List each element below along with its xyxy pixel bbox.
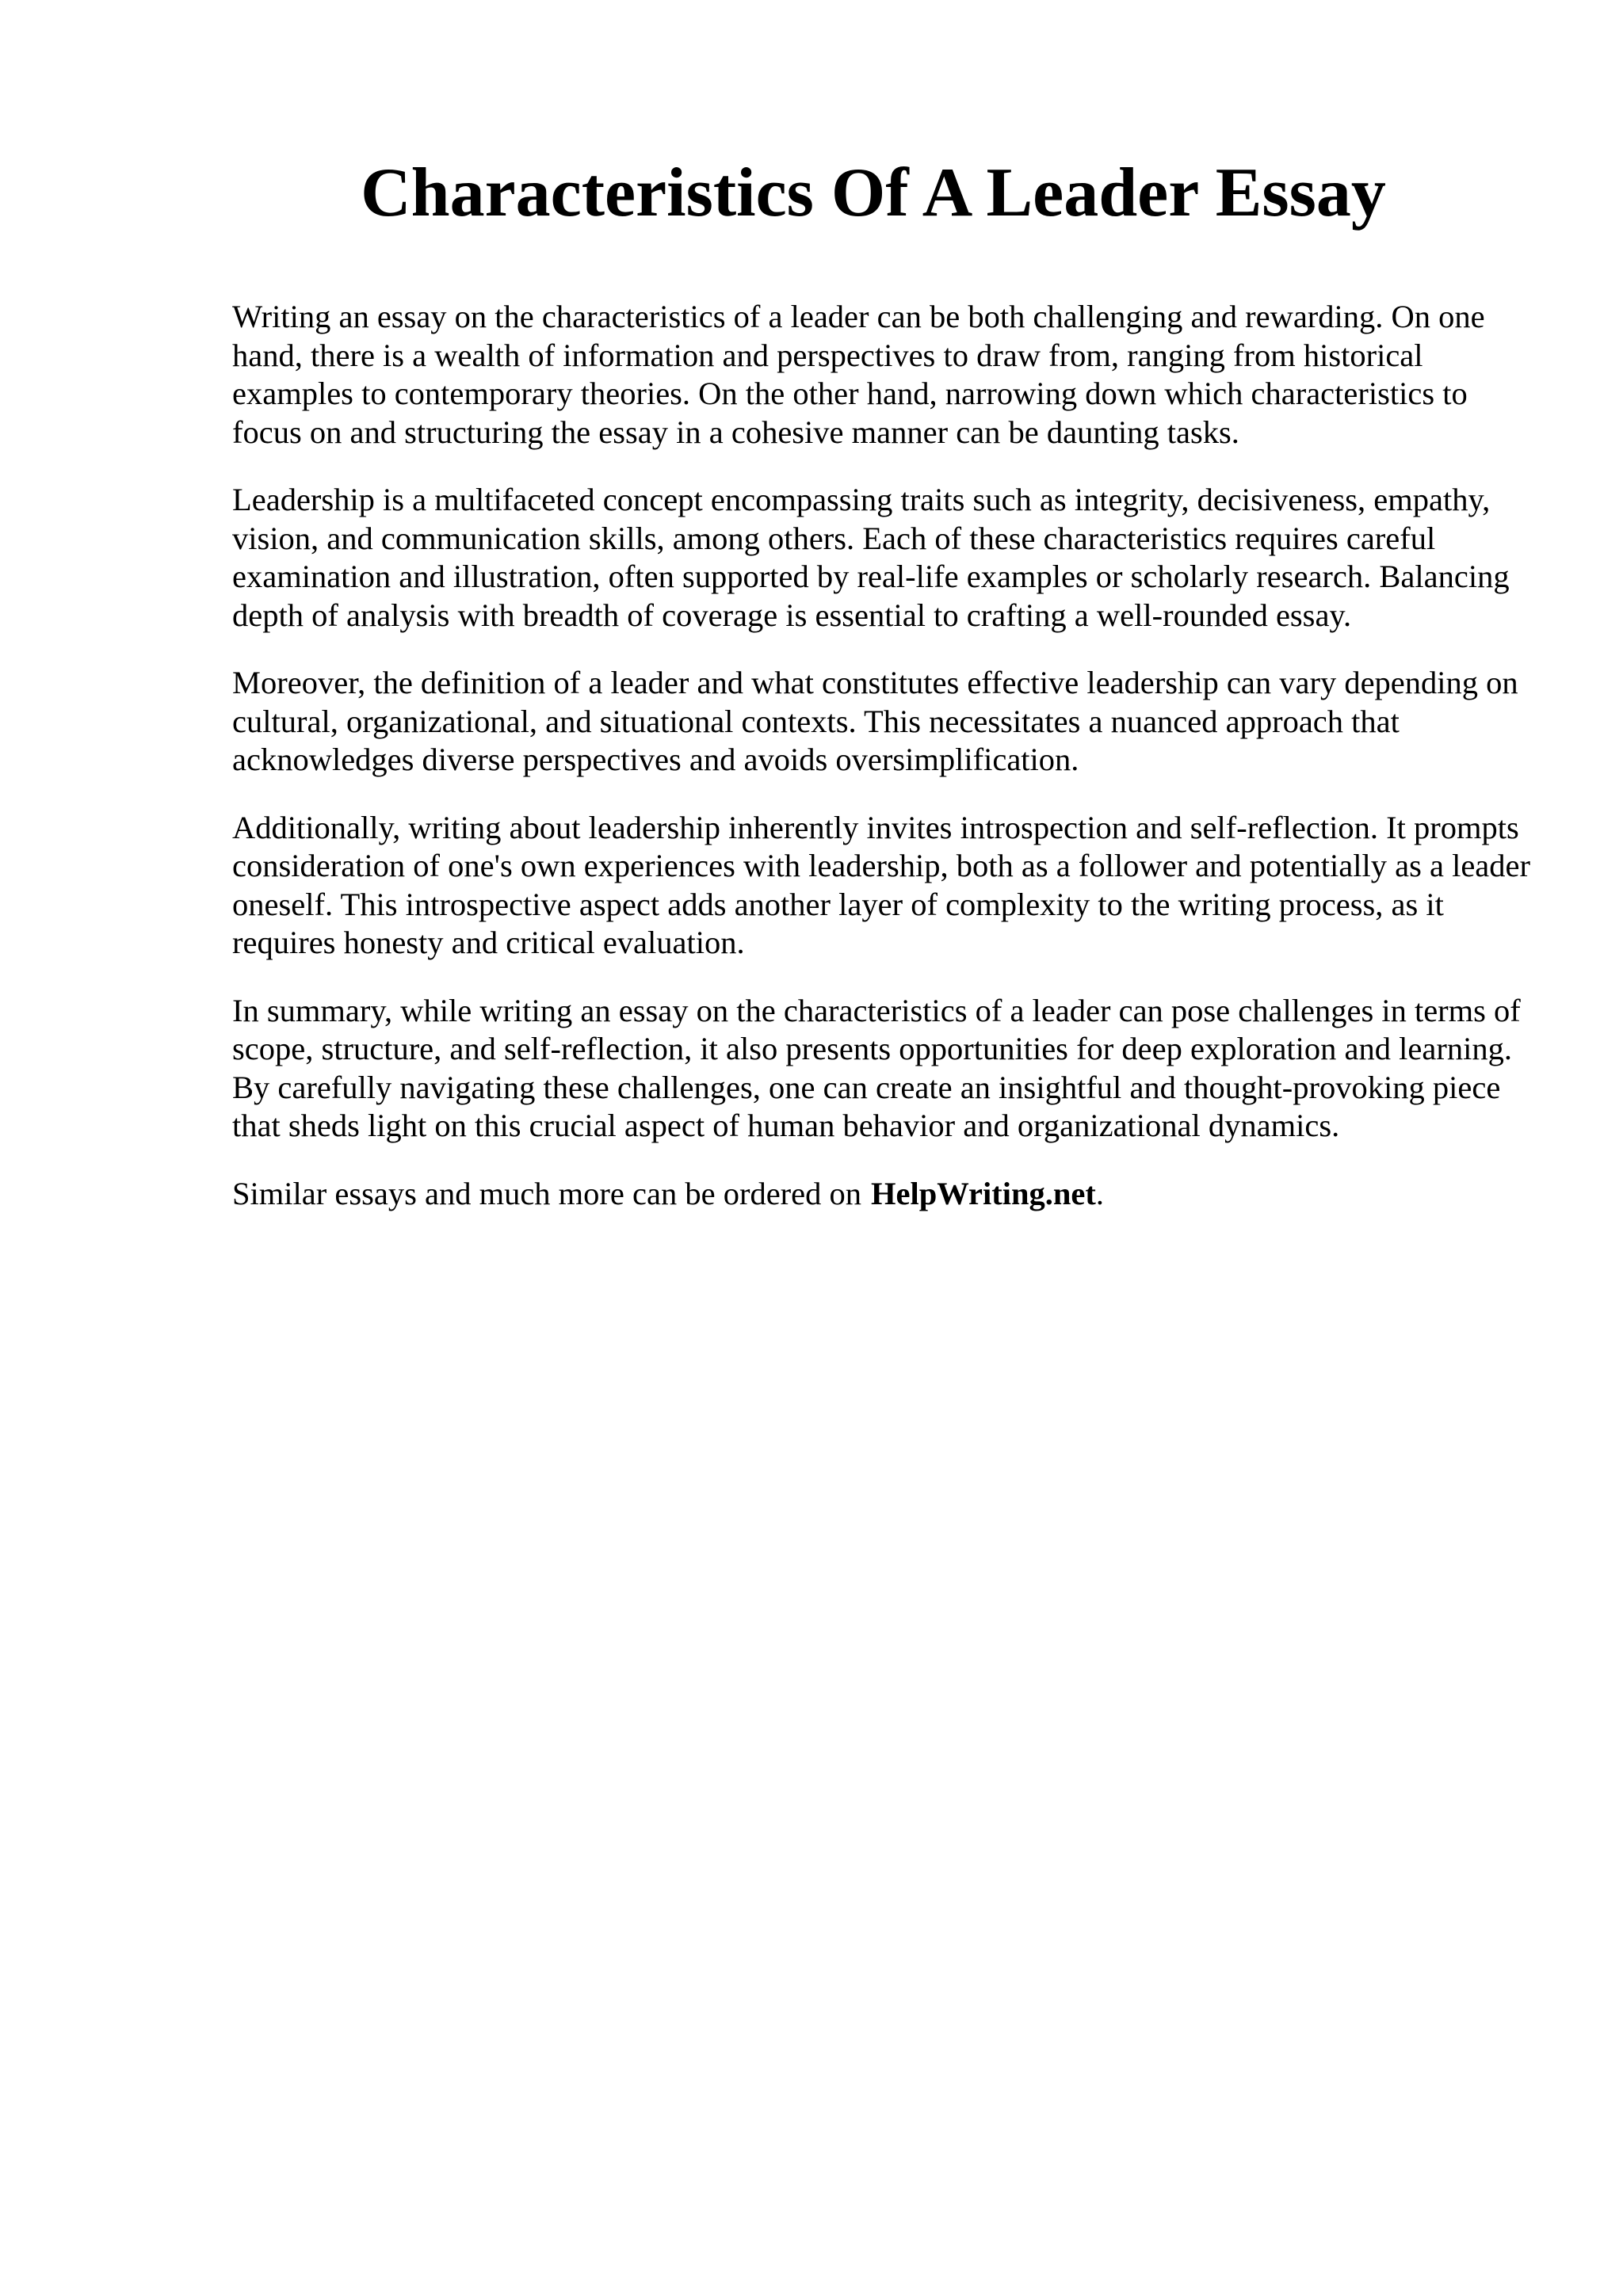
paragraph-4: Additionally, writing about leadership inherently invites introspection and self-reflection. It prompts consideration of one's own experiences with leadership, both as a follower and potentially as a leader oneself. This introspective aspect adds another layer of complexity to the writing process, as it requires honesty and critical evaluation. xyxy=(232,809,1530,960)
footer-line xyxy=(232,1175,1540,1214)
paragraph-2: Leadership is a multifaceted concept encompassing traits such as integrity, decisiveness, empathy, vision, and communication skills, among others. Each of these characteristics requires careful examination and illustration, often supported by real-life examples or scholarly research. Balancing depth of analysis with breadth of coverage is essential to crafting a well-rounded essay. xyxy=(232,482,1510,633)
footer-prefix: Similar essays and much more can be ordered on xyxy=(232,1175,862,1211)
paragraph-5: In summary, while writing an essay on the characteristics of a leader can pose challenges in terms of scope, structure, and self-reflection, it also presents opportunities for deep exploration and learning. By carefully navigating these challenges, one can create an insightful and thought-provoking piece that sheds light on this crucial aspect of human behavior and organizational dynamics. xyxy=(232,992,1521,1143)
helpwriting-link[interactable]: HelpWriting.net xyxy=(871,1175,1096,1211)
footer-suffix: . xyxy=(1095,1175,1105,1211)
paragraph-3: Moreover, the definition of a leader and what constitutes effective leadership can vary depending on cultural, organizational, and situational contexts. This necessitates a nuanced approach that acknowledges diverse perspectives and avoids oversimplification. xyxy=(232,665,1518,777)
paragraph-1: Writing an essay on the characteristics of a leader can be both challenging and rewarding. On one hand, there is a wealth of information and perspectives to draw from, ranging from historical examples to contemporary theories. On the other hand, narrowing down which characteristics to focus on and structuring the essay in a cohesive manner can be daunting tasks. xyxy=(232,299,1485,450)
document-title: Characteristics Of A Leader Essay xyxy=(361,154,1386,231)
document-body xyxy=(232,298,1540,1213)
